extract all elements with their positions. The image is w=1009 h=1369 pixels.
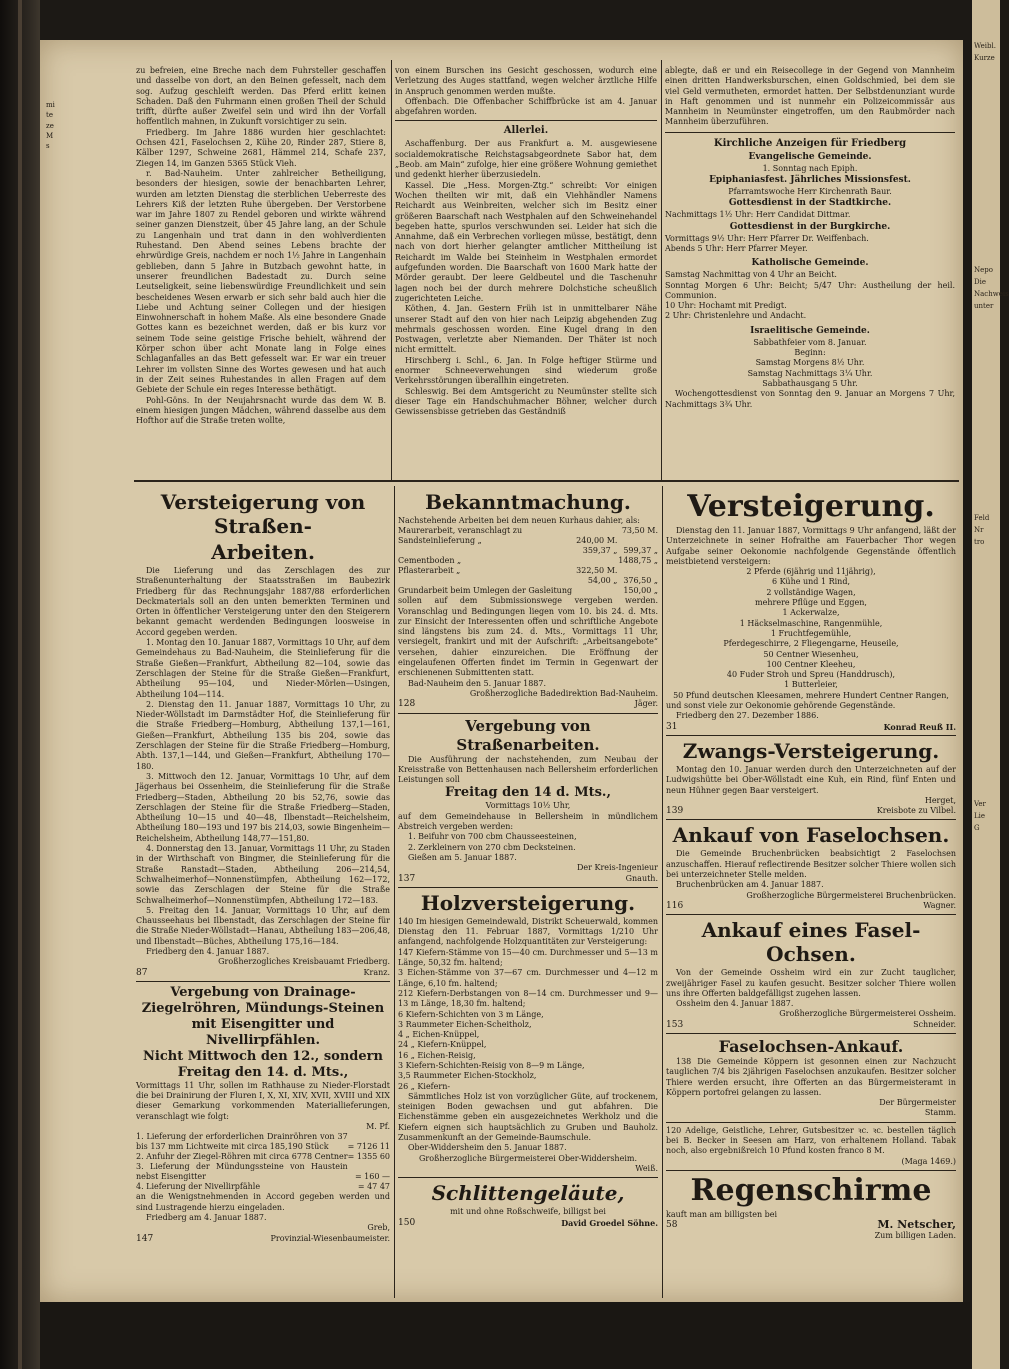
section-rule <box>398 887 658 888</box>
page-fragment: Die <box>974 278 986 286</box>
left-margin-fragments <box>46 100 66 300</box>
notice-item: 2. Zerkleinern von 270 cbm Decksteinen. <box>408 842 576 852</box>
notice-date: Friedberg den 4. Januar 1887. <box>146 946 270 956</box>
bottom-column-2 <box>398 488 658 1296</box>
margin-fragment: mi <box>46 101 55 109</box>
church-line: 10 Uhr: Hochamt mit Predigt. <box>665 301 787 311</box>
notice-item: 50 Centner Wiesenheu, <box>763 649 859 659</box>
table-row <box>398 546 658 556</box>
article-text: Kassel. Die „Hess. Morgen-Ztg.“ schreibt: Vor einigen Wochen theilten wir mit, daß ein Viehhändler Namens Reichardt aus Weinbreiten, welcher sich im Besitz einer größeren Baarschaft nach Westphalen auf den Schweinehandel begeben hatte, spurlos verschwunden sei. Leider hat sich die Annahme, daß ein Verbrechen vorliegen müsse, bestätigt, denn nach von dort hierher gelangter amtlicher Mittheilung ist Reichardt im Walde bei Steinheim in Westphalen ermordet aufgefunden worden. Die Baarschaft von 1600 Mark hatte der Mörder geraubt. Der leere Geldbeutel und die Taschenuhr lagen noch bei der durch mehrere Dolchstiche scheußlich zugerichteten Leiche. <box>395 180 657 303</box>
table-row <box>398 576 658 586</box>
church-line: Wochengottesdienst von Sonntag den 9. Januar an Morgens 7 Uhr, Nachmittags 3¾ Uhr. <box>665 389 955 409</box>
notice-role: Kreisbote zu Vilbel. <box>876 806 956 816</box>
page-fragment: unter <box>974 302 994 310</box>
church-subheading: Epiphaniasfest. Jährliches Missionsfest. <box>709 175 911 186</box>
section-rule <box>665 132 955 133</box>
church-line: 2 Uhr: Christenlehre und Andacht. <box>665 311 807 321</box>
table-cell <box>398 576 575 586</box>
table-cell: = 47 47 <box>357 1182 390 1192</box>
table-row <box>398 566 658 576</box>
table-cell <box>575 586 617 596</box>
notice-item: 16 „ Eichen-Reisig, <box>398 1050 476 1060</box>
margin-fragment: te <box>46 111 53 120</box>
notice-text: Die Ausführung der nachstehenden, zum Neubau der Kreisstraße von Bettenhausen nach Bellersheim erforderlichen Leistungen soll <box>398 754 658 785</box>
page-fragment: Nepo <box>974 266 993 274</box>
article-text: Hirschberg i. Schl., 6. Jan. In Folge heftiger Stürme und enormer Schneeverwehungen sind wiederum große Verkehrsstörungen überallhin eingetreten. <box>395 355 657 386</box>
table-cell: 240,00 M. <box>576 536 618 546</box>
table-cell <box>617 566 658 576</box>
church-subheading: Katholische Gemeinde. <box>751 258 869 269</box>
notice-signature <box>398 699 658 709</box>
notice-authority: Großherzogliche Bürgermeisterei Bruchenbrücken. <box>746 890 956 900</box>
article-text: Friedberg. Im Jahre 1886 wurden hier geschlachtet: Ochsen 421, Faselochsen 2, Kühe 20, Rinder 287, Stiere 8, Kälber 1297, Schweine 2681, Hämmel 214, Schafe 237, Ziegen 14, im Ganzen 5365 Stück Vieh. <box>136 127 386 168</box>
table-cell: Cementboden „ <box>398 556 462 566</box>
table-row <box>136 1162 390 1182</box>
column-rule <box>394 486 395 1298</box>
notice-text: mit und ohne Roßschweife, billigst bei <box>450 1207 606 1217</box>
notice-name: Jäger. <box>634 699 658 709</box>
table-cell: 3. Lieferung der Mündungssteine von Haustein nebst Eisengitter <box>136 1162 348 1182</box>
column-rule <box>662 486 663 1298</box>
strassen-heading: Arbeiten. <box>211 540 315 564</box>
table-cell: 322,50 M. <box>576 566 618 576</box>
church-line: Abends 5 Uhr: Herr Pfarrer Meyer. <box>665 243 808 253</box>
notice-item: 50 Pfund deutschen Kleesamen, mehrere Hundert Centner Rangen, <box>673 690 949 700</box>
section-rule <box>666 819 956 820</box>
church-line: Samstag Nachmittags 3¼ Uhr. <box>747 368 873 378</box>
church-line: Beginn: <box>794 348 826 358</box>
table-cell: 4. Lieferung der Nivellirpfähle <box>136 1182 261 1192</box>
section-rule <box>666 735 956 736</box>
notice-signature <box>666 806 956 816</box>
notice-name: Stamm. <box>924 1108 956 1118</box>
notice-text: Dienstag den 11. Januar 1887, Vormittags 9 Uhr anfangend, läßt der Unterzeichnete in seiner Hofraithe am Fauerbacher Thor wegen Aufgabe seiner Oekonomie nachfolgende Gegenstände öffentlich meistbietend versteigern: <box>666 526 956 566</box>
page-fragment: Kurze <box>974 54 995 62</box>
page-fragment: tro <box>974 538 985 546</box>
notice-item: Pferdegeschirre, 2 Fliegengarne, Heuseile, <box>723 639 899 649</box>
notice-number: 58 <box>666 1220 678 1231</box>
notice-name: Gnauth. <box>625 873 658 883</box>
notice-signature <box>666 901 956 911</box>
page-fragment: Lie <box>974 812 986 820</box>
notice-item: 1 Häckselmaschine, Rangenmühle, <box>739 618 883 628</box>
notice-signature <box>666 722 956 732</box>
vergebung-date: Freitag den 14 d. Mts., <box>445 785 611 801</box>
drainage-subheading: Nicht Mittwoch den 12., sondern Freitag den 14. d. Mts., <box>143 1048 383 1080</box>
notice-date: Friedberg den 27. Dezember 1886. <box>676 711 819 721</box>
allerlei-heading: Allerlei. <box>503 125 549 137</box>
church-subheading: Israelitische Gemeinde. <box>750 325 870 336</box>
notice-text: an die Wenigstnehmenden in Accord gegeben werden und sind Lustragende hierzu eingeladen. <box>136 1192 390 1212</box>
notice-item: 100 Centner Kleeheu, <box>766 659 856 669</box>
page-fragment: G <box>974 824 980 832</box>
notice-item: 6 Kühe und 1 Rind, <box>771 577 850 587</box>
notice-text: Von der Gemeinde Ossheim wird ein zur Zucht tauglicher, zweijähriger Fasel zu kaufen gesucht. Besitzer solcher Thiere wollen uns ihre Offerten baldgefälligst zugehen lassen. <box>666 968 956 998</box>
notice-number: 137 <box>398 873 416 884</box>
notice-signature <box>666 1220 956 1230</box>
table-cell: 150,00 „ <box>623 586 658 596</box>
notice-date: Bad-Nauheim den 5. Januar 1887. <box>408 678 547 688</box>
church-line: Sabbathausgang 5 Uhr. <box>762 378 858 388</box>
notice-number: 87 <box>136 967 148 978</box>
table-row <box>136 1132 390 1152</box>
notice-name: Herget, <box>924 795 956 805</box>
notice-item: 6 Kiefern-Schichten von 3 m Länge, <box>398 1009 544 1019</box>
notice-text: Montag den 10. Januar werden durch den Unterzeichneten auf der Ludwigshütte bei Ober-Wöllstadt eine Kuh, ein Rind, fünf Enten und neun Hühner gegen Baar versteigert. <box>666 764 956 795</box>
table-cell: = 160 — <box>354 1172 390 1182</box>
page-fragment: Ver <box>974 800 986 808</box>
notice-date: Gießen am 5. Januar 1887. <box>408 852 517 862</box>
notice-text: 2. Dienstag den 11. Januar 1887, Vormittags 10 Uhr, zu Nieder-Wöllstadt im Darmstädter Hof, die Steinlieferung für die Straße Friedberg—Homburg, Abtheilung 137,1—161, Gießen—Frankfurt, Abtheilung 135 bis 204, sowie das Zerschlagen der Steine für die Straße Friedberg—Homburg, Abth. 137,1—144, und Gießen—Frankfurt, Abtheilung 170—180. <box>136 699 390 771</box>
notice-item: 3 Eichen-Stämme von 37—67 cm. Durchmesser und 4—12 m Länge, 6,10 fm. haltend; <box>398 968 658 988</box>
table-cell <box>575 526 617 536</box>
notice-item: 2 vollständige Wagen, <box>766 587 856 597</box>
table-cell: 376,50 „ <box>623 576 658 586</box>
article-text: Offenbach. Die Offenbacher Schiffbrücke ist am 4. Januar abgefahren worden. <box>395 96 657 117</box>
notice-authority: Großherzogliche Bürgermeisterei Ossheim. <box>779 1009 956 1019</box>
notice-item: 24 „ Kiefern-Knüppel, <box>398 1040 487 1050</box>
notice-authority: Der Bürgermeister <box>879 1098 956 1108</box>
ankauf1-heading: Ankauf von Faselochsen. <box>672 823 950 848</box>
notice-item: 3,5 Raummeter Eichen-Stockholz, <box>398 1071 537 1081</box>
table-row <box>136 1182 390 1192</box>
notice-number: 128 <box>398 699 416 710</box>
table-row <box>398 536 658 546</box>
currency-header: M. Pf. <box>366 1122 390 1132</box>
versteigerung-heading: Versteigerung. <box>687 489 935 524</box>
notice-date: Ober-Widdersheim den 5. Januar 1887. <box>408 1143 567 1153</box>
notice-authority: Großherzogliche Bürgermeisterei Ober-Widdersheim. <box>418 1153 638 1163</box>
notice-text: Nachstehende Arbeiten bei dem neuen Kurhaus dahier, als: <box>398 516 640 525</box>
table-cell: 73,50 M. <box>621 526 658 536</box>
church-line: Samstag Nachmittag von 4 Uhr an Beicht. <box>665 270 837 280</box>
notice-text: auf dem Gemeindehause in Bellersheim in mündlichem Abstreich vergeben werden: <box>398 811 658 832</box>
margin-fragment: s <box>46 142 50 151</box>
notice-text: 140 Im hiesigen Gemeindewald, Distrikt Scheuerwald, kommen Dienstag den 11. Februar 1887, Vormittags 1/210 Uhr anfangend, nachfolgende Holzquantitäten zur Versteigerung: <box>398 916 658 947</box>
table-cell: 1. Lieferung der erforderlichen Drainröhren von 37 bis 137 mm Lichtweite mit circa 185,190 Stück <box>136 1132 348 1152</box>
page-fragment: Nr <box>974 526 984 534</box>
article-text: r. Bad-Nauheim. Unter zahlreicher Betheiligung, besonders der hiesigen, sowie der benachbarten Lehrer, wurden am letzten Dienstag die sterblichen Ueberreste des Lehrers Kiß der letzten Ruhe übergeben. Der Verstorbene war im Jahre 1807 zu Rendel geboren und wirkte während seiner ganzen Dienstzeit, über 45 Jahre lang, an der Schule zu Langenhain und trat dann in den wohlverdienten Ruhestand. Den Abend seines Lebens brachte der ehrwürdige Greis, nachdem er noch 1½ Jahre in Langenhain geblieben, dann 5 Jahre in Butzbach gewohnt hatte, in unserer freundlichen Badestadt zu. Durch seine Leutseligkeit, seine liebenswürdige Freundlichkeit und sein bescheidenes Wesen erwarb er sich sehr bald auch hier die Liebe und Achtung seiner Collegen und der hiesigen Einwohnerschaft in hohem Maße. Als eine besondere Gnade Gottes kann es bezeichnet werden, daß er bis kurz vor seinem Tode seine geistige Frische behielt, während der Körper schon über acht Monate lang in Folge eines Schlaganfalles an das Bett gefesselt war. Er war ein treuer Lehrer im vollsten Sinne des Wortes gewesen und hat auch in der Zeit seines Ruhestandes in allen Fragen auf dem Gebiete der Schule ein reges Interesse bethätigt. <box>136 168 386 395</box>
section-rule <box>136 981 390 982</box>
top-column-1 <box>136 66 386 470</box>
article-text: Aschaffenburg. Der aus Frankfurt a. M. ausgewiesene socialdemokratische Reichstagsabgeordnete Sabor hat, dem „Beob. am Main“ zufolge, hier eine größere Wohnung gemiethet und gedenkt hierher überzusiedeln. <box>395 139 657 180</box>
church-line: Sonntag Morgen 6 Uhr: Beicht; 5/47 Uhr: Austheilung der heil. Communion. <box>665 280 955 300</box>
top-column-2 <box>395 66 657 470</box>
notice-name: Kranz. <box>363 967 390 977</box>
section-divider <box>134 480 959 482</box>
notice-text: 4. Donnerstag den 13. Januar, Vormittags 11 Uhr, zu Staden in der Wirthschaft von Bingmer, die Steinlieferung für die Straße Ranstadt—Staden, Abtheilung 206—214,54, Schwalheimerhof—Nonnenstümpfen, Abtheilung 162—172, sowie das Zerschlagen der Steine für die Straße Schwalheimerhof—Nonnenstümpfen, Abtheilung 172—183. <box>136 844 390 905</box>
notice-date: Friedberg am 4. Januar 1887. <box>146 1212 267 1222</box>
notice-item: 26 „ Kiefern- <box>398 1081 451 1091</box>
notice-signature <box>136 1234 390 1244</box>
table-cell <box>575 556 617 566</box>
table-cell: = 1355 60 <box>347 1152 390 1162</box>
church-line: Vormittags 9½ Uhr: Herr Pfarrer Dr. Weiffenbach. <box>665 233 869 243</box>
notice-item: 1 Butterleier, <box>784 680 838 690</box>
church-line: 1. Sonntag nach Epiph. <box>762 163 858 173</box>
notice-number: 139 <box>666 806 684 817</box>
vergebung-heading: Vergebung von Straßenarbeiten. <box>456 716 600 754</box>
notice-item: 3 Kiefern-Schichten-Reisig von 8—9 m Länge, <box>398 1060 585 1070</box>
regen-heading: Regenschirme <box>690 1172 932 1208</box>
notice-item: 212 Kiefern-Derbstangen von 8—14 cm. Durchmesser und 9—13 m Länge, 18,30 fm. haltend; <box>398 988 658 1009</box>
table-cell: 54,00 „ <box>587 576 618 586</box>
bekannt-heading: Bekanntmachung. <box>425 490 631 514</box>
table-cell: 1488,75 „ <box>618 556 658 566</box>
notice-item: 147 Kiefern-Stämme von 15—40 cm. Durchmesser und 5—13 m Länge, 50,32 fm. haltend; <box>398 947 658 968</box>
notice-name: Konrad Reuß II. <box>883 721 956 732</box>
article-text: ablegte, daß er und ein Reisecollege in der Gegend von Mannheim einen dritten Handwerksburschen, einen Goldschmied, bei dem sie viel Geld vermutheten, ermordet hatten. Der Selbstdenunziant wurde in Haft genommen und ist nunmehr ein Polizeicommissär aus Mannheim in Neumünster eingetroffen, um den Raubmörder nach Mannheim überzuführen. <box>665 66 955 127</box>
column-rule <box>391 60 392 482</box>
section-rule <box>666 914 956 915</box>
table-row <box>136 1152 390 1162</box>
article-text: von einem Burschen ins Gesicht geschossen, wodurch eine Verletzung des Auges stattfand, wegen welcher ärztliche Hilfe in Anspruch genommen werden mußte. <box>395 66 657 96</box>
page-fragment: Weibl. <box>974 42 996 50</box>
table-cell: 2. Anfuhr der Ziegel-Röhren mit circa 6778 Centner <box>136 1152 348 1162</box>
article-text: zu befreien, eine Breche nach dem Fuhrsteller geschaffen und dasselbe von dort, an den Beinen gefesselt, nach dem sog. Aufzug geschleift werden. Das Pferd erlitt keinen Schaden. Daß den Fuhrmann einen großen Theil der Schuld trifft, dürfte außer Zweifel sein und wird ihn der Vorfall hoffentlich mahnen, in Zukunft vorsichtiger zu sein. <box>136 66 386 127</box>
notice-item: 1. Beifuhr von 700 cbm Chausseesteinen, <box>408 832 577 842</box>
margin-fragment: M <box>46 131 54 140</box>
notice-authority: Der Kreis-Ingenieur <box>576 863 658 873</box>
holz-heading: Holzversteigerung. <box>420 890 636 915</box>
table-cell: 359,37 „ <box>582 546 618 556</box>
page-fragment: Feld <box>974 514 990 522</box>
table-cell: Pflasterarbeit „ <box>398 566 461 576</box>
section-rule <box>398 713 658 714</box>
ankauf3-heading: Faselochsen-Ankauf. <box>718 1036 904 1056</box>
notice-number: 116 <box>666 900 684 911</box>
church-heading: Kirchliche Anzeigen für Friedberg <box>713 137 907 149</box>
notice-text: Vormittags 11 Uhr, sollen im Rathhause zu Nieder-Florstadt die bei Drainirung der Fluren I, X, XI, XIV, XVII, XVIII und XIX dieser Gemarkung vorkommenden Materiallieferungen, veranschlagt wie folgt: <box>136 1080 390 1121</box>
drainage-heading: Vergebung von Drainage-Ziegelröhren, Mündungs-Steinen mit Eisengitter und Nivellirpfählen. <box>141 984 385 1048</box>
notice-item: mehrere Pflüge und Eggen, <box>755 598 867 608</box>
table-cell <box>617 536 658 546</box>
church-subheading: Evangelische Gemeinde. <box>748 151 872 162</box>
right-page-fragments <box>974 40 1009 1140</box>
church-line: Pfarramtswoche Herr Kirchenrath Baur. <box>728 187 892 197</box>
section-rule <box>666 1122 956 1123</box>
notice-item: 1 Ackerwalze, <box>782 608 840 618</box>
schlitten-heading: Schlittengeläute, <box>431 1181 625 1206</box>
notice-name: David Groedel Söhne. <box>561 1217 658 1228</box>
notice-text: 5. Freitag den 14. Januar, Vormittags 10 Uhr, auf dem Chausseehaus bei Ilbenstadt, das Zerschlagen der Steine für die Straße Nieder-Wöllstadt—Hanau, Abtheilung 183—206,48, und Ilbenstadt—Büches, Abtheilung 175,16—184. <box>136 905 390 946</box>
notice-role: Provinzial-Wiesenbaumeister. <box>270 1233 390 1243</box>
notice-signature <box>398 874 658 884</box>
drainage-table <box>136 1132 390 1192</box>
notice-text: 120 Adelige, Geistliche, Lehrer, Gutsbesitzer ꝛc. ꝛc. bestellen täglich bei B. Becker in Seesen am Harz, von erhaltenem Holland. Tabak noch, also ergebnißreich 10 Pfund kosten franco 8 M. <box>666 1125 956 1156</box>
notice-authority: Großherzogliche Badedirektion Bad-Nauheim. <box>469 688 658 698</box>
zwangs-heading: Zwangs-Versteigerung. <box>682 738 940 763</box>
page-fragment: Nachweis <box>974 290 1009 298</box>
notice-name: M. Netscher, <box>877 1218 956 1232</box>
church-subheading: Gottesdienst in der Stadtkirche. <box>728 198 892 209</box>
notice-number: 150 <box>398 1217 416 1228</box>
church-line: Nachmittags 1½ Uhr: Herr Candidat Dittmar. <box>665 210 851 220</box>
notice-name: Weiß. <box>635 1163 658 1173</box>
table-row <box>398 526 658 536</box>
notice-signature <box>136 968 390 978</box>
newspaper-page <box>40 40 963 1302</box>
bottom-column-1 <box>136 488 390 1296</box>
notice-text: und sonst viele zur Oekonomie gehörende Gegenstände. <box>666 701 896 711</box>
notice-name: Greb, <box>367 1223 390 1233</box>
notice-text: sollen auf dem Submissionswege vergeben werden. Voranschlag und Bedingungen liegen vom 10. bis 24. d. Mts. zur Einsicht der Interessenten offen und schriftliche Angebote sind längstens bis zum 24. d. Mts., Vormittags 11 Uhr, versiegelt, frankirt und mit der Aufschrift: „Arbeitsangebote“ versehen, dahier einzureichen. Die Eröffnung der eingelaufenen Offerten findet im Termin in Gegenwart der erschienenen Submittenten statt. <box>398 596 658 678</box>
notice-number: 153 <box>666 1019 684 1030</box>
notice-number: 31 <box>666 721 678 732</box>
table-cell: = 7126 11 <box>347 1142 390 1152</box>
table-cell: Sandsteinlieferung „ <box>398 536 482 546</box>
section-rule <box>398 1177 658 1178</box>
section-rule <box>666 1170 956 1171</box>
notice-signature <box>666 1020 956 1030</box>
strassen-heading: Versteigerung von Straßen- <box>160 490 366 538</box>
notice-number: 147 <box>136 1233 154 1244</box>
notice-text: Vormittags 10½ Uhr, <box>485 801 571 811</box>
notice-text: 1. Montag den 10. Januar 1887, Vormittags 10 Uhr, auf dem Gemeindehaus zu Bad-Nauheim, die Steinlieferung für die Straße Gießen—Frankfurt, Abtheilung 82—104, sowie das Zerschlagen der Steine für die Straße Gießen—Frankfurt, Abtheilung 95—104, und Nieder-Mörlen—Usingen, Abtheilung 104—114. <box>136 638 390 699</box>
notice-date: Bruchenbrücken am 4. Januar 1887. <box>676 880 824 890</box>
article-text: Schleswig. Bei dem Amtsgericht zu Neumünster stellte sich dieser Tage ein Handschuhmacher Böhner, welcher durch Gewissensbisse getrieben das Geständniß <box>395 386 657 417</box>
church-line: Sabbathfeier vom 8. Januar. <box>753 337 867 347</box>
notice-item: 40 Fuder Stroh und Spreu (Handdrusch), <box>726 670 896 680</box>
notice-text: 3. Mittwoch den 12. Januar, Vormittags 10 Uhr, auf dem Jägerhaus bei Ossenheim, die Steinlieferung für die Straße Friedberg—Staden, Abtheilung 20 bis 52,76, sowie das Zerschlagen der Steine für die Straße Friedberg—Staden, Abtheilung 10—15 und 40—48, Ilbenstadt—Reichelsheim, Abtheilung 180—193 und 197 bis 214,03, sowie Bingenheim—Reichelsheim, Abtheilung 148,77—151,80. <box>136 771 390 843</box>
article-text: Pohl-Göns. In der Neujahrsnacht wurde das dem W. B. einem hiesigen jungen Mädchen, während dasselbe aus dem Hofthor auf die Straße treten wollte, <box>136 395 386 426</box>
notice-reference: (Maga 1469.) <box>901 1156 956 1166</box>
notice-text: Die Lieferung und das Zerschlagen des zur Straßenunterhaltung der Staatsstraßen im Baubezirk Friedberg für das Rechnungsjahr 1887/88 erforderlichen Deckmaterials soll an den unten bemerkten Terminen und Orten in öffentlicher Versteigerung unter den den Steigerern bekannt gemacht werdenden Bedingungen loosweise in Accord gegeben werden. <box>136 566 390 637</box>
notice-date: Ossheim den 4. Januar 1887. <box>676 999 794 1009</box>
notice-item: 3 Raummeter Eichen-Scheitholz, <box>398 1019 532 1029</box>
notice-text: 138 Die Gemeinde Köppern ist gesonnen einen zur Nachzucht tauglichen 7/4 bis 2jährigen Faselochsen anzukaufen. Besitzer solcher Thiere werden ersucht, ihre Offerten an das Bürgermeisteramt in Köppern portofrei gelangen zu lassen. <box>666 1056 956 1097</box>
notice-item: 4 „ Eichen-Knüppel, <box>398 1030 480 1040</box>
ankauf2-heading: Ankauf eines Fasel-Ochsen. <box>701 918 921 967</box>
notice-text: Zum billigen Laden. <box>874 1230 956 1240</box>
table-cell: Maurerarbeit, veranschlagt zu <box>398 526 523 536</box>
bottom-margin <box>40 1302 970 1369</box>
binding-strip <box>18 0 22 1369</box>
section-rule <box>666 1033 956 1034</box>
notice-text: Die Gemeinde Bruchenbrücken beabsichtigt 2 Faselochsen anzuschaffen. Hierauf reflectirende Besitzer solcher Thiere wollen sich bei unterzeichneter Stelle melden. <box>666 849 956 880</box>
table-cell: 599,37 „ <box>623 546 658 556</box>
column-rule <box>661 60 662 482</box>
bekannt-table <box>398 526 658 596</box>
bottom-column-3 <box>666 488 956 1296</box>
table-cell: Grundarbeit beim Umlegen der Gasleitung <box>398 586 573 596</box>
notice-text: Sämmtliches Holz ist von vorzüglicher Güte, auf trockenem, steinigen Boden gewachsen und gut abfahren. Die Eichenstämme geben ein ausgezeichnetes Werkholz und die Kiefern eignen sich hauptsächlich zu Gruben und Bauholz. Zusammenkunft an der Gemeinde-Baumschule. <box>398 1091 658 1143</box>
table-row <box>398 586 658 596</box>
notice-signature <box>398 1218 658 1228</box>
margin-fragment: ze <box>46 121 54 130</box>
notice-authority: Großherzogliches Kreisbauamt Friedberg. <box>218 957 390 967</box>
top-column-3 <box>665 66 955 470</box>
notice-item: 2 Pferde (6jährig und 11jährig), <box>746 567 876 577</box>
notice-text: kauft man am billigsten bei <box>666 1209 778 1219</box>
table-row <box>398 556 658 566</box>
church-subheading: Gottesdienst in der Burgkirche. <box>729 221 891 232</box>
article-text: Köthen, 4. Jan. Gestern Früh ist in unmittelbarer Nähe unserer Stadt auf den von hier nach Leipzig abgehenden Zug mehrmals geschossen worden. Eine Kugel drang in den Postwagen, verletzte aber Niemanden. Der Thäter ist noch nicht ermittelt. <box>395 304 657 355</box>
notice-name: Wagner. <box>923 900 956 910</box>
notice-name: Schneider. <box>913 1019 956 1029</box>
table-cell <box>398 546 575 556</box>
section-rule <box>395 120 657 121</box>
notice-item: 1 Fruchtfegemühle, <box>770 628 852 638</box>
church-line: Samstag Morgens 8½ Uhr. <box>755 358 865 368</box>
